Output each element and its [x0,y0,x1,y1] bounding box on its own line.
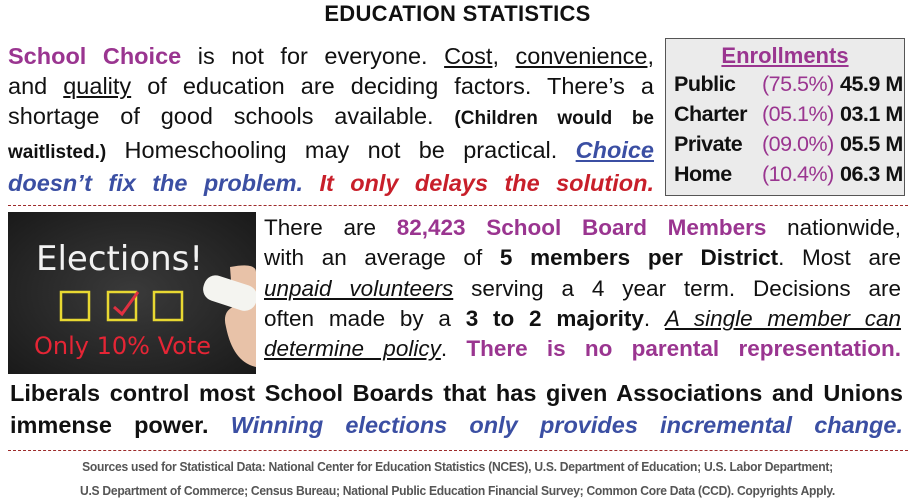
enrollment-type: Private [674,131,743,156]
members-per-district: 5 members per District [499,245,779,271]
waitlisted-note: waitlisted.) [8,141,107,163]
no-representation-statement: There is no parental representation. [466,336,901,362]
enrollment-row [666,99,904,129]
text: often made by a [264,305,466,331]
enrollment-percent: (09.0%) [762,131,834,156]
cost-term: Cost [444,43,493,69]
enrollment-row [666,69,904,99]
quality-term: quality [63,73,132,100]
enrollment-value: 05.5 M [840,131,903,156]
enrollment-row [666,159,904,189]
text: with an average of [264,245,500,271]
enrollment-value: 03.1 M [840,101,903,126]
text: nationwide, [766,215,901,240]
page-title: EDUCATION STATISTICS [324,1,591,26]
enrollment-percent: (75.5%) [762,71,834,96]
text: immense power. [10,412,231,438]
enrollment-value: 45.9 M [840,71,903,96]
text: Homeschooling may not be practical. [106,136,576,163]
sources-footer [32,455,883,503]
enrollments-box [665,38,905,196]
image-caption: Only 10% Vote [34,332,211,360]
enrollment-type: Home [674,161,732,186]
delay-statement: It only delays the solution. [319,169,654,196]
elections-chalkboard-image [8,212,256,374]
enrollment-percent: (05.1%) [762,101,834,126]
waitlisted-note: (Children would be [454,108,654,130]
text: , [647,43,654,69]
choice-term: Choice [575,136,654,163]
divider [8,450,908,451]
school-choice-paragraph [8,41,654,198]
single-member-statement: A single member can [664,305,902,331]
text: and [8,73,64,100]
convenience-term: convenience [515,43,648,69]
image-headline: Elections! [36,239,204,279]
conclusion-line: Liberals control most School Boards that has given Associations and Unions [10,380,903,406]
choice-statement: doesn’t fix the problem. [8,169,304,196]
text: is not for everyone. [181,43,445,69]
text: shortage of good schools available. [8,103,455,130]
text: . Most are [778,245,901,271]
divider [8,205,908,206]
enrollment-percent: (10.4%) [762,161,834,186]
sources-line: Sources used for Statistical Data: National Center for Education Statistics (NCES), U.S. Department of Education; U.S. Labor Department; [82,459,833,474]
enrollment-value: 06.3 M [840,161,903,186]
school-choice-term: School Choice [8,43,182,69]
unpaid-volunteers-term: unpaid volunteers [264,275,454,301]
text: serving a 4 year term. Decisions are [453,275,901,301]
school-board-paragraph [264,213,901,364]
text: of education are deciding factors. There’s a [131,73,654,100]
enrollments-title: Enrollments [721,43,849,68]
enrollment-type: Public [674,71,736,96]
board-member-count: 82,423 School Board Members [396,215,767,240]
enrollment-type: Charter [674,101,747,126]
text: , [492,43,516,69]
majority-term: 3 to 2 majority [465,305,644,331]
text: . [643,305,665,331]
conclusion-paragraph [10,377,903,441]
single-member-statement: determine policy [264,336,441,362]
sources-line: U.S Department of Commerce; Census Bureau; National Public Education Financial Survey; Common Core Data (CCD). Copyrights Apply. [80,483,835,498]
text [303,170,319,196]
text: There are [264,215,397,240]
text: . [440,336,467,362]
incremental-change-statement: Winning elections only provides incremental change. [230,412,903,438]
enrollment-row [666,129,904,159]
